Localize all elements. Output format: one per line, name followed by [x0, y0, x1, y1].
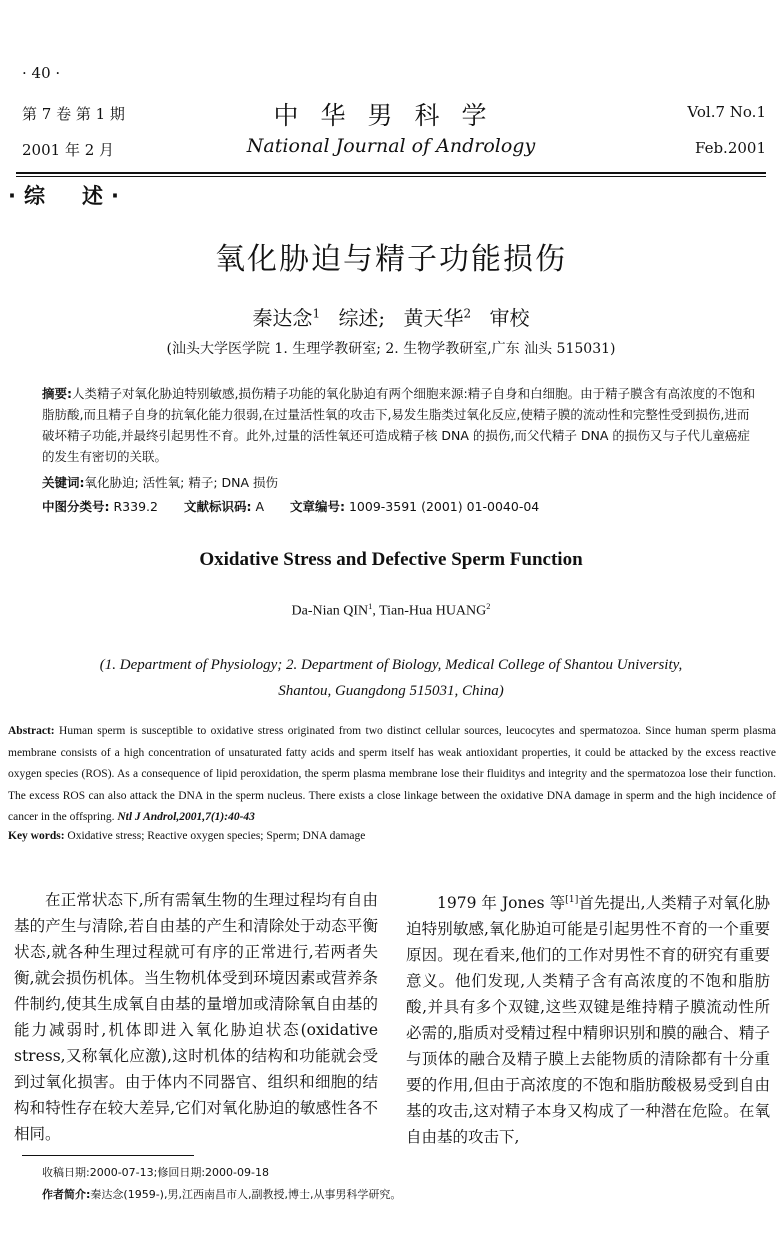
- footnote-dates: 收稿日期:2000-07-13;修回日期:2000-09-18: [42, 1166, 269, 1179]
- header-rule-thick: [16, 172, 766, 174]
- author-2-role: 审校: [489, 306, 530, 330]
- section-label: ·综 述·: [8, 184, 127, 208]
- volume-issue-en: Vol.7 No.1: [687, 103, 766, 121]
- keywords-cn-label: 关键词:: [42, 475, 85, 490]
- keywords-cn: [42, 473, 758, 491]
- article-title-en: Oxidative Stress and Defective Sperm Function: [199, 549, 583, 570]
- keywords-cn-text: 氧化胁迫; 活性氧; 精子; DNA 损伤: [84, 475, 279, 490]
- doc-code: 文献标识码: A: [183, 499, 264, 514]
- abstract-cn: [42, 383, 758, 467]
- body-left-column: 在正常状态下,所有需氧生物的生理过程均有自由基的产生与清除,若自由基的产生和清除处于动态平衡状态,就各种生理过程就可有序的正常进行,若两者失衡,就会损伤机体。当生物机体受到环境因素或营养条件制约,使其生成氧自由基的量增加或清除氧自由基的能力减弱时,机体即进入氧化胁迫状态(oxidative stress,又称氧化应激),这时机体的结构和功能就会受到过氧化损害。由于体内不同器官、组织和细胞的结构和特性存在较大差异,它们对氧化胁迫的敏感性各不相同。: [14, 891, 378, 1143]
- abstract-en-label: Abstract:: [8, 725, 55, 737]
- footnote-author: 作者简介:秦达念(1959-),男,江西南昌市人,副教授,博士,从事男科学研究。: [42, 1188, 402, 1201]
- date-cn: 2001 年 2 月: [22, 141, 115, 159]
- author-1-role: 综述;: [338, 306, 386, 330]
- abstract-cn-text: 人类精子对氧化胁迫特别敏感,损伤精子功能的氧化胁迫有两个细胞来源:精子自身和白细胞。由于精子膜含有高浓度的不饱和脂肪酸,而且精子自身的抗氧化能力很弱,在过量活性氧的攻击下,易发生脂类过氧化反应,使精子膜的流动性和完整性受到损伤,进而破坏精子功能,并最终引起男性不育。此外,过量的活性氧还可造成精子核 DNA 的损伤,而父代精子 DNA 的损伤又与子代儿童癌症的发生有密切的关联。: [42, 386, 756, 464]
- abstract-cn-label: 摘要:: [42, 386, 72, 401]
- header-rule-thin: [16, 176, 766, 177]
- article-number: 文章编号: 1009-3591 (2001) 01-0040-04: [289, 499, 540, 514]
- body-right-column: 1979 年 Jones 等[1]首先提出,人类精子对氧化胁迫特别敏感,氧化胁迫可能是引起男性不育的一个重要原因。现在看来,他们的工作对男性不育的研究有重要意义。他们发现,人类精子含有高浓度的不饱和脂肪酸,并具有多个双键,这些双键是维持精子膜流动性所必需的,脂质对受精过程中精卵识别和膜的融合、精子与顶体的融合及精子膜上去能物质的清除都有十分重要的作用,但由于高浓度的不饱和脂肪酸极易受到自由基的攻击,这对精子本身又构成了一种潜在危险。在氧自由基的攻击下,: [406, 894, 770, 1147]
- journal-title-en: National Journal of Andrology: [246, 135, 536, 157]
- volume-issue-cn: 第 7 卷 第 1 期: [22, 105, 125, 123]
- keywords-en-text: Oxidative stress; Reactive oxygen species; Sperm; DNA damage: [67, 830, 366, 842]
- date-en: Feb.2001: [694, 139, 766, 157]
- abstract-en: [8, 721, 776, 829]
- citation: Ntl J Androl,2001,7(1):40-43: [117, 811, 255, 824]
- classification-line: [42, 497, 758, 515]
- authors-cn: [0, 302, 782, 331]
- affiliation-cn: (汕头大学医学院 1. 生理学教研室; 2. 生物学教研室,广东 汕头 515031): [166, 341, 616, 357]
- journal-title-cn: 中华男科学: [273, 101, 509, 130]
- footnote-rule: [22, 1155, 194, 1156]
- authors-en: Da-Nian QIN$^1$, Tian-Hua HUANG$^2$: [291, 602, 491, 619]
- reference-marker: [1]: [565, 894, 579, 905]
- keywords-en: [8, 830, 776, 842]
- abstract-en-text: Human sperm is susceptible to oxidative stress originated from two distinct cellular sources, leucocytes and spermatozoa. Since human sperm plasma membrane consists of a high concentration of unsaturated fatty acids and sperm itself has weak antioxidant properties, it could be attacked by the excess reactive oxygen species (ROS). As a consequence of lipid peroxidation, the sperm plasma membrane lose their fluiditys and integrity and the spermatozoa lose their function. The excess ROS can also attack the DNA in the sperm nucleus. There exists a close linkage between the oxidative DNA damage in sperm and the high incidence of cancer in the offspring.: [8, 725, 776, 824]
- keywords-en-label: Key words:: [8, 830, 65, 842]
- clc-number: 中图分类号: R339.2: [42, 499, 158, 514]
- page-number: · 40 ·: [22, 64, 61, 82]
- affiliation-en-line2: Shantou, Guangdong 515031, China): [278, 683, 504, 699]
- author-1-cn: 秦达念$^1$: [252, 306, 321, 330]
- article-title-cn: 氧化胁迫与精子功能损伤: [215, 242, 567, 277]
- author-2-cn: 黄天华$^2$: [403, 306, 472, 330]
- affiliation-en-line1: (1. Department of Physiology; 2. Department of Biology, Medical College of Shantou University,: [99, 657, 683, 673]
